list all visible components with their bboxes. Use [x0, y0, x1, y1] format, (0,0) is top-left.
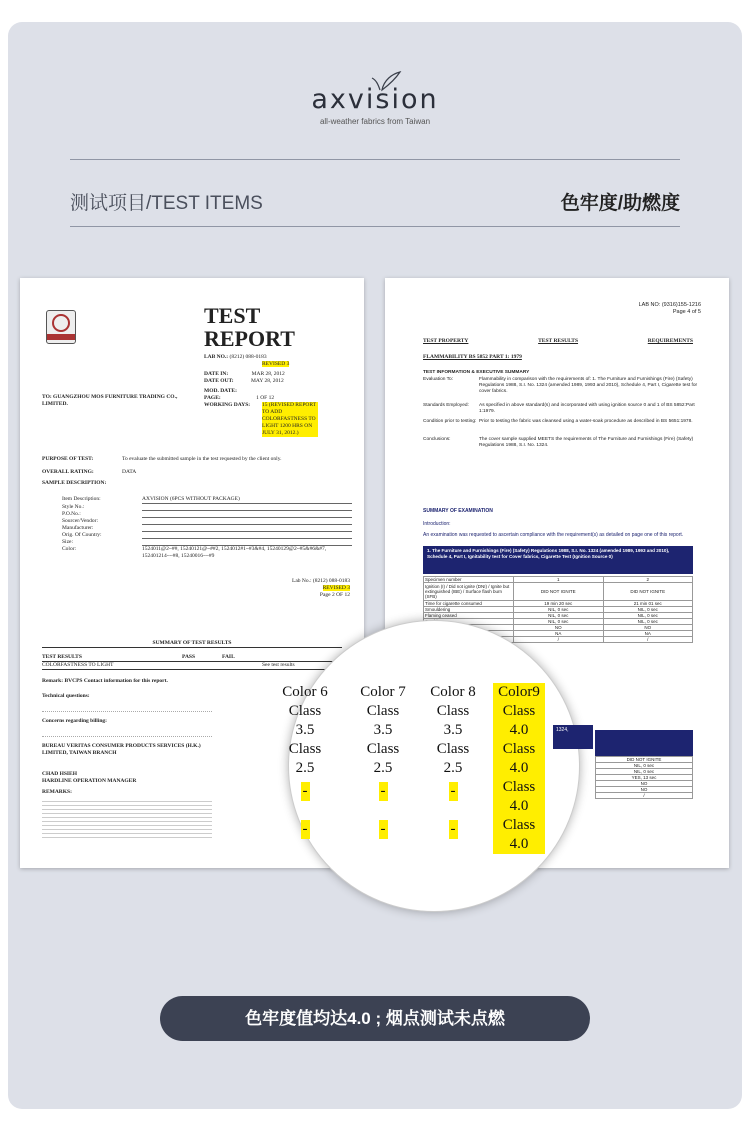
zoom-col-color7: Color 7 Class 3.5 Class 2.5 - - [353, 683, 413, 839]
table-row: Flaming ceased NIL, 0 sec NIL, 0 sec [424, 613, 693, 619]
field-label: Color: [62, 546, 77, 552]
purpose-label: PURPOSE OF TEST: [42, 456, 94, 462]
date-out: MAY 28, 2012 [250, 378, 284, 384]
page-number: 1 OF 12 [256, 395, 275, 401]
caption-pill: 色牢度值均达4.0 ; 烟点测试未点燃 [160, 996, 590, 1041]
header-test-property: TEST PROPERTY [423, 338, 469, 344]
background-panel [8, 22, 742, 1109]
col-test-results: TEST RESULTS [42, 654, 82, 660]
page-2-header [292, 578, 350, 599]
brand-name: axvision [311, 84, 439, 115]
lab-no-label: LAB NO.: [204, 354, 229, 360]
field-label: P.O.No.: [62, 511, 81, 517]
date-in-label: DATE IN: [204, 371, 229, 377]
revised-badge-2: REVISED 3 [322, 585, 350, 591]
field-label: Style No.: [62, 504, 85, 510]
color-codes: 1524011@2~##, 15240121@~##2, 1524012#1~#3&#4, 15240129@2~#5&#6&#7, 152401214~~#8, 15240016~~#9 [142, 546, 327, 559]
item-desc-label: Item Description: [62, 496, 101, 502]
sample-label: SAMPLE DESCRIPTION: [42, 480, 107, 486]
table-row: NO NO [424, 625, 693, 631]
regulation-bar-2 [595, 730, 693, 756]
remark: Remark: BVCPS Contact information for this report. [42, 678, 168, 684]
page-4-header [639, 302, 701, 316]
field-label: Size: [62, 539, 73, 545]
header-test-results: TEST RESULTS [538, 338, 579, 344]
row-text: Prior to testing the fabric was cleansed using a water-soak procedure as described in BS 5651:1978. [479, 419, 693, 424]
column-headers [423, 338, 693, 345]
zoom-header: Color 7 [360, 684, 406, 700]
divider-top [70, 159, 680, 160]
field-label: Manufacturer: [62, 525, 94, 531]
contact-block [42, 678, 212, 840]
row-text: The cover sample supplied MEETS the requirements of The Furniture and Furnishings (Fire) (Safety) Regulations 1988, S.I. No. 1324. [479, 437, 694, 448]
overall-label: OVERALL RATING: [42, 469, 94, 475]
report-meta [204, 354, 354, 437]
summary-table [42, 640, 342, 670]
working-days-note: 15 (REVISED REPORT TO ADD COLORFASTNESS TO LIGHT 1200 HRS ON JULY 31, 2012.) [262, 402, 317, 436]
table-row: NIL, 0 sec NIL, 0 sec [424, 619, 693, 625]
signer-name: CHAD HSIEH [42, 771, 77, 777]
summary-title: SUMMARY OF EXAMINATION [423, 508, 493, 514]
col-fail: FAIL [222, 654, 235, 660]
exec-summary [423, 370, 705, 449]
bureau-veritas-seal-icon [46, 310, 76, 344]
table-row: Time for cigarette consumed 19 min 20 sec 21 min 01 sec [424, 601, 693, 607]
signer-title: HARDLINE OPERATION MANAGER [42, 778, 137, 784]
report-title-line1: TEST [204, 303, 261, 328]
flammability-title: FLAMMABILITY BS 5852 PART 1: 1979 [423, 354, 522, 360]
page-label: PAGE: [204, 395, 221, 401]
zoom-col-color9: Color9 Class 4.0 Class 4.0 Class 4.0 Class 4.0 [493, 683, 545, 854]
table-row: Ignition (I) / Did not ignite (DNI) / Ignite but extinguished (IBE) / Surface flash burn (SFB) DID NOT IGNITE DID NOT IGNITE [424, 583, 693, 601]
section-title-left: 测试项目/TEST ITEMS [70, 193, 263, 214]
table-row: NA NA [424, 631, 693, 637]
row-text: As specified in above standard(s) and incorporated with using ignition source 0 and 1 of BS 5852:Part 1:1979. [479, 403, 695, 414]
summary-exam [423, 508, 705, 539]
billing: Concerns regarding billing: [42, 718, 107, 724]
row-label: Conclusions: [423, 437, 451, 442]
date-in: MAR 28, 2012 [251, 371, 285, 377]
intro-label: Introduction: [423, 521, 451, 527]
zoom-header: Color 8 [430, 684, 476, 700]
intro-text: An examination was requested to ascertain compliance with the requirement(s) as detailed on page one of this report. [423, 532, 684, 538]
zoom-header: Color 6 [282, 684, 328, 700]
table-row: Specimen number 1 2 [424, 577, 693, 583]
brand-logo [8, 84, 742, 126]
remarks-label: REMARKS: [42, 789, 72, 795]
row-colorfastness: COLORFASTNESS TO LIGHT [42, 662, 114, 668]
row-see-results: See test results [262, 662, 295, 668]
row-text: Flammability in comparison with the requirements of: 1. The Furniture and Furnishings (Fire) (Safety) Regulations 1988, S.I. No. 1324 (amended 1989, 1993 and 2010), Schedule 4, Part I, Cigarette test for cover fabrics. [479, 377, 698, 394]
leaf-icon [368, 70, 404, 92]
purpose-block [42, 456, 352, 487]
report-title-line2: REPORT [204, 326, 295, 351]
zoom-col-color6: Color 6 Class 3.5 Class 2.5 - - [275, 683, 335, 839]
summary-title: SUMMARY OF TEST RESULTS [42, 640, 342, 648]
table-row: / / [424, 637, 693, 643]
tech-questions: Technical questions: [42, 693, 90, 699]
lab-no: (8212) 088-0183 [229, 354, 267, 360]
ignition-table-2: DID NOT IGNITE NIL, 0 sec NIL, 0 sec YES, 13 sec NO NO / [595, 756, 693, 799]
zoom-header-highlighted: Color9 [493, 683, 545, 702]
page-2: Page 2 OF 12 [319, 592, 350, 598]
mod-date-label: MOD. DATE: [204, 388, 237, 394]
date-out-label: DATE OUT: [204, 378, 234, 384]
section-title-right: 色牢度/助燃度 [560, 193, 680, 214]
report-title [204, 304, 295, 350]
regulation-bar: 1. The Furniture and Furnishings (Fire) (Safety) Regulations 1988, S.I. No. 1324 (amended 1989, 1993 and 2010), Schedule 4, Part I, Ignitability test for Cover fabrics, Cigarette Test (Ignition Source 0) [423, 546, 693, 574]
table-row: Smouldering NIL, 0 sec NIL, 0 sec [424, 607, 693, 613]
page-number: Page 4 of 5 [672, 309, 701, 315]
lab-no-2: Lab No.: (8212) 088-0183 [291, 578, 350, 584]
item-desc: AXVISION (6PCS WITHOUT PACKAGE) [142, 496, 352, 504]
magnifier-zoom [282, 620, 580, 912]
header-requirements: REQUIREMENTS [647, 338, 693, 344]
col-pass: PASS [182, 654, 196, 660]
info-title: TEST INFORMATION & EXECUTIVE SUMMARY [423, 370, 530, 375]
row-label: Standards Employed: [423, 403, 469, 408]
sample-fields [62, 496, 352, 560]
revised-badge: REVISED 3 [262, 361, 290, 367]
overall-rating: DATA [122, 469, 137, 475]
bureau-name: BUREAU VERITAS CONSUMER PRODUCTS SERVICES (H.K.) LIMITED, TAIWAN BRANCH [42, 743, 201, 756]
working-days-label: WORKING DAYS: [204, 402, 251, 408]
brand-tagline: all-weather fabrics from Taiwan [319, 117, 431, 126]
lab-no: LAB NO: (9316)155-1216 [638, 302, 701, 308]
zoom-bluebar: 1324, [553, 725, 593, 749]
recipient: TO: GUANGZHOU MOS FURNITURE TRADING CO., LIMITED. [42, 394, 178, 407]
divider-bottom [70, 226, 680, 227]
zoom-col-color8: Color 8 Class 3.5 Class 2.5 - - [423, 683, 483, 839]
field-label: Sourcer/Vendor: [62, 518, 99, 524]
field-label: Orig. Of Country: [62, 532, 102, 538]
row-label: Evaluation To: [423, 377, 454, 382]
row-label: Condition prior to testing: [423, 419, 477, 424]
purpose-text: To evaluate the submitted sample in the test requested by the client only. [122, 456, 282, 462]
